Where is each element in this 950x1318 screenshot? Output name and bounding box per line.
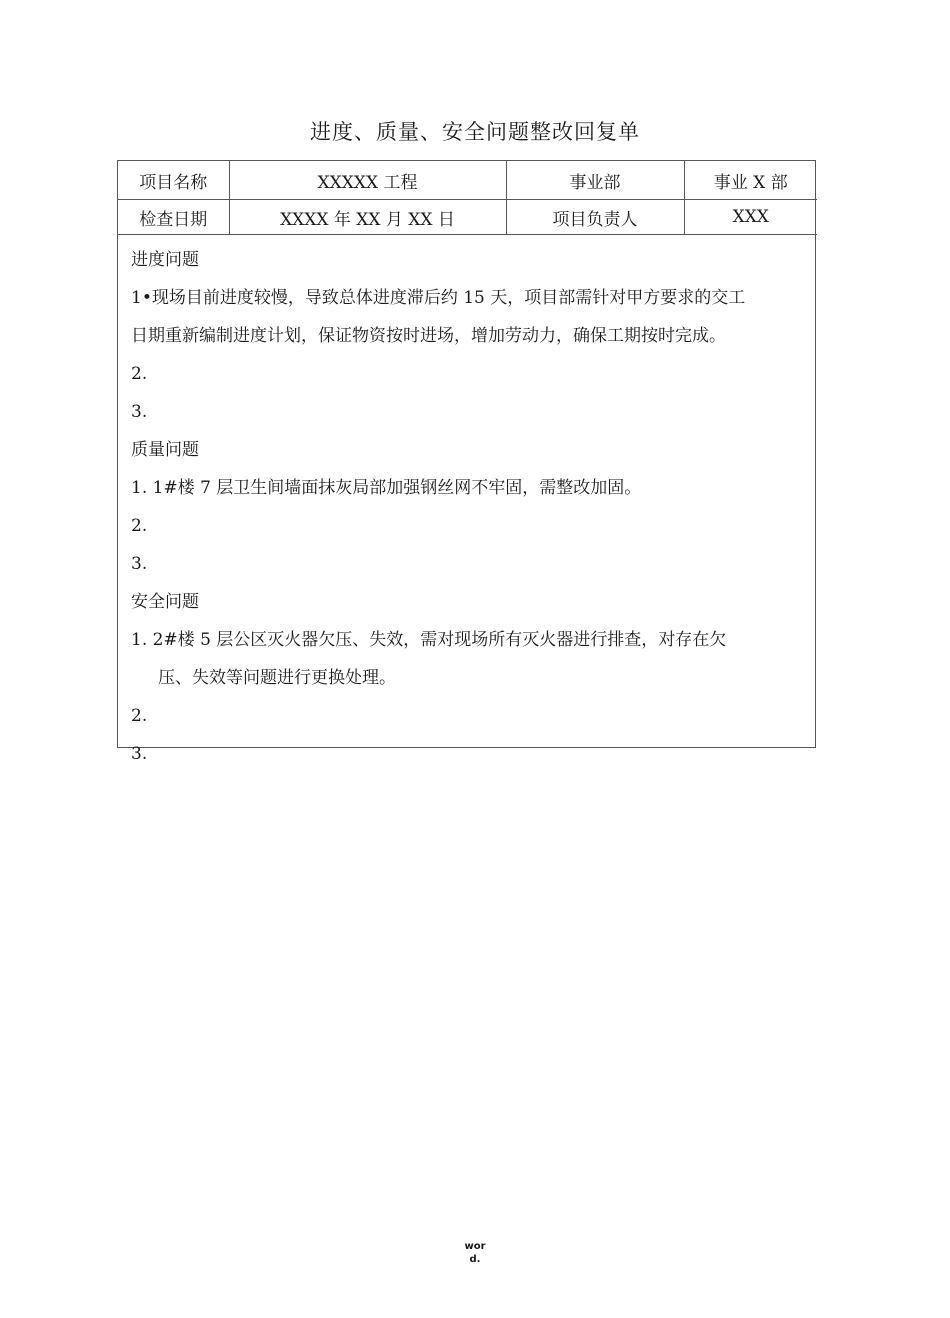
quality-item-1: 1. 1#楼 7 层卫生间墙面抹灰局部加强钢丝网不牢固，需整改加固。 — [131, 478, 642, 498]
project-name-value: XXXXX 工程 — [229, 161, 506, 200]
progress-heading: 进度问题 — [131, 250, 199, 270]
safety-item-2: 2. — [131, 706, 148, 726]
manager-label: 项目负责人 — [506, 200, 684, 235]
safety-item-1-line-2: 压、失效等问题进行更换处理。 — [158, 668, 396, 688]
info-table — [118, 161, 817, 235]
manager-value: XXX — [684, 200, 817, 235]
project-name-label: 项目名称 — [118, 161, 229, 200]
quality-heading: 质量问题 — [131, 440, 199, 460]
quality-item-3: 3. — [131, 554, 148, 574]
progress-item-2: 2. — [131, 364, 148, 384]
safety-item-3: 3. — [131, 744, 148, 764]
division-label: 事业部 — [506, 161, 684, 200]
issues-body — [118, 235, 815, 773]
footer-line-2: d. — [469, 1254, 481, 1265]
division-value: 事业 X 部 — [684, 161, 817, 200]
info-row-2 — [118, 200, 817, 235]
document-title: 进度、质量、安全问题整改回复单 — [310, 120, 640, 144]
info-row-1 — [118, 161, 817, 200]
page-footer — [0, 1240, 950, 1266]
progress-item-1-line-2: 日期重新编制进度计划，保证物资按时进场，增加劳动力，确保工期按时完成。 — [131, 326, 726, 346]
safety-heading: 安全问题 — [131, 592, 199, 612]
rectification-form — [117, 160, 816, 764]
inspection-date-value: XXXX 年 XX 月 XX 日 — [229, 200, 506, 235]
quality-item-2: 2. — [131, 516, 148, 536]
progress-item-3: 3. — [131, 402, 148, 422]
safety-item-1-line-1: 1. 2#楼 5 层公区灭火器欠压、失效，需对现场所有灭火器进行排查，对存在欠 — [131, 630, 727, 650]
inspection-date-label: 检查日期 — [118, 200, 229, 235]
progress-item-1-line-1: 1•现场目前进度较慢，导致总体进度滞后约 15 天，项目部需针对甲方要求的交工 — [131, 288, 746, 308]
footer-line-1: wor — [464, 1241, 486, 1252]
